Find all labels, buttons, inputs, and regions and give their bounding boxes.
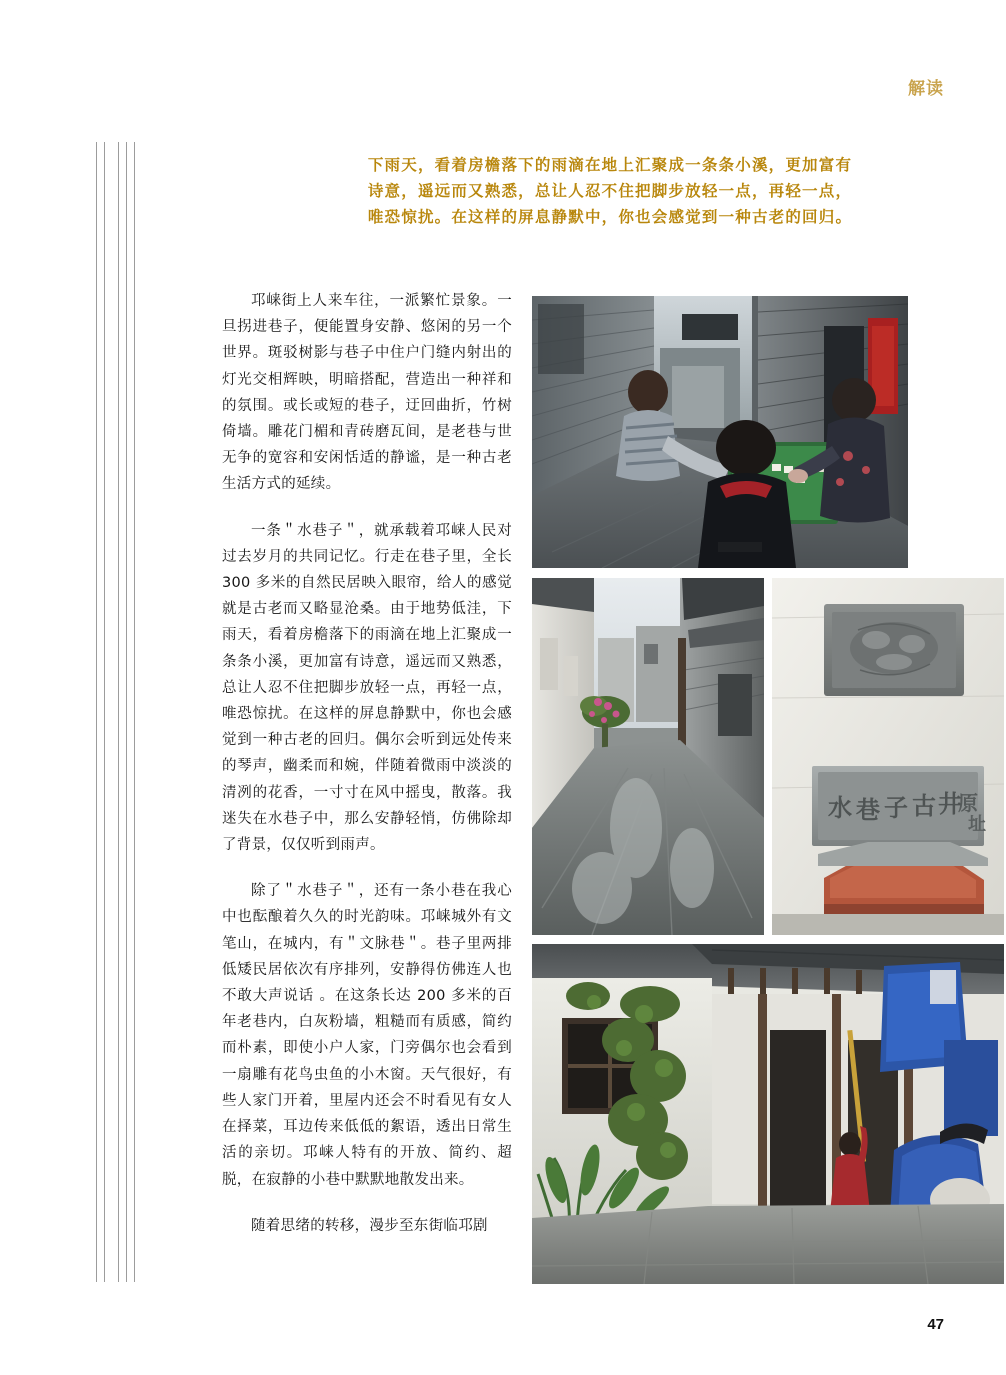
rule-line — [126, 142, 127, 1282]
svg-text:原: 原 — [958, 791, 978, 815]
body-paragraph: 一条＂水巷子＂，就承载着邛崃人民对过去岁月的共同记忆。行走在巷子里，全长 300 多米的自然民居映入眼帘，给人的感觉就是古老而又略显沧桑。由于地势低洼，下雨天，看着房檐落下的雨滴在地上汇聚成一条条小溪，更加富有诗意，遥远而又熟悉，总让人忍不住把脚步放轻一点，再轻一点，唯恐惊扰。在这样的屏息静默中，你也会感觉到一种古老的回归。偶尔会听到远处传来的琴声，幽柔而和婉，伴随着微雨中淡淡的清冽的花香，一寸寸在风中摇曳，散落。我迷失在水巷子中，那么安静轻悄，仿佛除却了背景，仅仅听到雨声。 — [222, 522, 512, 854]
svg-text:巷: 巷 — [856, 796, 880, 824]
photo-wet-stone-alley — [532, 578, 764, 935]
decorative-rules — [96, 142, 140, 1282]
rule-line — [96, 142, 97, 1282]
body-paragraph: 除了＂水巷子＂，还有一条小巷在我心中也酝酿着久久的时光韵味。邛崃城外有文笔山，在城内，有＂文脉巷＂。巷子里两排低矮民居依次有序排列，安静得仿佛连人也不敢大声说话 。在这条长达 200 多米的百年老巷内，白灰粉墙，粗糙而有质感，简约而朴素，即使小户人家，门旁偶尔也会看到一扇雕有花鸟虫鱼的小木窗。天气很好，有些人家门开着，里屋内还会不时看见有女人在择菜，耳边传来低低的絮语，透出日常生活的亲切。邛崃人特有的开放、简约、超脱，在寂静的小巷中默默地散发出来。 — [222, 883, 512, 1188]
photo-courtyard — [532, 944, 1004, 1284]
rule-line — [118, 142, 119, 1282]
pull-quote — [300, 152, 920, 230]
rule-line — [104, 142, 105, 1282]
section-label: 解读 — [908, 79, 944, 99]
svg-text:水: 水 — [828, 794, 852, 822]
rule-line — [134, 142, 135, 1282]
page-number: 47 — [927, 1316, 944, 1333]
photo-stone-plaque-well — [772, 578, 1004, 935]
photo-mahjong-alley — [532, 296, 908, 568]
body-paragraph: 邛崃街上人来车往，一派繁忙景象。一旦拐进巷子，便能置身安静、悠闲的另一个世界。斑驳树影与巷子中住户门缝内射出的灯光交相辉映，明暗搭配，营造出一种祥和的氛围。或长或短的巷子，迂回曲折，竹树倚墙。雕花门楣和青砖磨瓦间，是老巷与世无争的宽容和安闲恬适的静谧，是一种古老生活方式的延续。 — [222, 293, 512, 493]
article-body — [222, 288, 512, 1239]
svg-text:址: 址 — [968, 814, 986, 835]
body-paragraph: 随着思绪的转移，漫步至东街临邛剧 — [251, 1217, 488, 1234]
svg-text:古: 古 — [912, 792, 936, 820]
svg-text:子: 子 — [884, 794, 908, 822]
svg-text:井: 井 — [938, 790, 962, 818]
pull-quote-line: 下雨天，看着房檐落下的雨滴在地上汇聚成一条条小溪，更加富有 — [367, 156, 853, 174]
pull-quote-line: 诗意，遥远而又熟悉，总让人忍不住把脚步放轻一点，再轻一点， — [367, 182, 853, 200]
pull-quote-line: 唯恐惊扰。在这样的屏息静默中，你也会感觉到一种古老的回归。 — [367, 208, 853, 226]
